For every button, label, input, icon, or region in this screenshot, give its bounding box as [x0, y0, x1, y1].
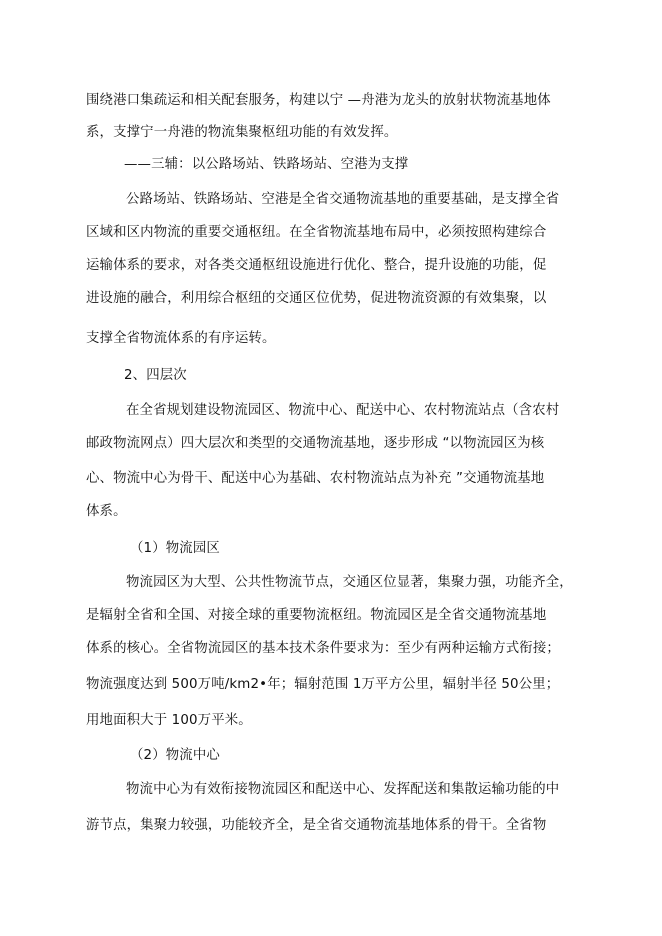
- paragraph-line: 系，支撑宁一舟港的物流集聚枢纽功能的有效发挥。: [86, 125, 398, 140]
- paragraph-line: 物流中心为有效衔接物流园区和配送中心、发挥配送和集散运输功能的中: [126, 782, 560, 797]
- paragraph-line: 进设施的融合，利用综合枢纽的交通区位优势，促进物流资源的有效集聚，以: [86, 291, 547, 306]
- paragraph-line: 游节点，集聚力较强，功能较齐全，是全省交通物流基地体系的骨干。全省物: [86, 818, 547, 833]
- paragraph-line: 体系。: [86, 504, 127, 519]
- section-heading: （2）物流中心: [130, 748, 220, 763]
- section-heading: （1）物流园区: [130, 541, 220, 556]
- paragraph-line: 邮政物流网点）四大层次和类型的交通物流基地，逐步形成 “以物流园区为核: [86, 436, 545, 451]
- paragraph-line: 物流强度达到 500万吨/km2•年；辐射范围 1万平方公里，辐射半径 50公里；: [86, 677, 560, 692]
- paragraph-line: 体系的核心。全省物流园区的基本技术条件要求为：至少有两种运输方式衔接；: [86, 641, 560, 656]
- paragraph-line: 心、物流中心为骨干、配送中心为基础、农村物流站点为补充 ”交通物流基地: [86, 471, 545, 486]
- paragraph-line: 围绕港口集疏运和相关配套服务，构建以宁 —舟港为龙头的放射状物流基地体: [86, 93, 551, 108]
- paragraph-line: 运输体系的要求，对各类交通枢纽设施进行优化、整合，提升设施的功能，促: [86, 258, 547, 273]
- paragraph-line: 在全省规划建设物流园区、物流中心、配送中心、农村物流站点（含农村: [126, 403, 560, 418]
- paragraph-line: 用地面积大于 100万平米。: [86, 713, 252, 728]
- paragraph-line: 公路场站、铁路场站、空港是全省交通物流基地的重要基础，是支撑全省: [126, 192, 560, 207]
- paragraph-line: 区域和区内物流的重要交通枢纽。在全省物流基地布局中，必须按照构建综合: [86, 225, 547, 240]
- paragraph-line: 支撑全省物流体系的有序运转。: [86, 331, 276, 346]
- paragraph-line: 是辐射全省和全国、对接全球的重要物流枢纽。物流园区是全省交通物流基地: [86, 608, 547, 623]
- section-heading: 2、四层次: [124, 368, 187, 383]
- paragraph-line: 物流园区为大型、公共性物流节点，交通区位显著，集聚力强，功能齐全，: [126, 575, 573, 590]
- section-heading: ——三辅：以公路场站、铁路场站、空港为支撑: [124, 157, 409, 172]
